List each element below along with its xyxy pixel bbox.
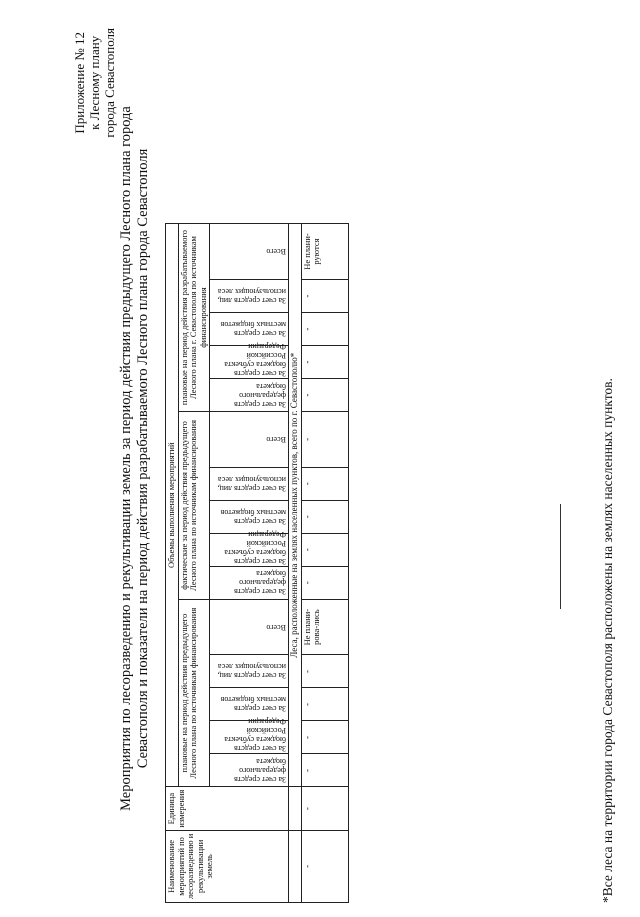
- header-planned-new: плановые на период действия разрабатываемого Лесного плана г. Севастополя по источникам финансирования: [178, 224, 210, 412]
- cell-not-planned: Не плани-руются: [301, 233, 321, 270]
- document-title: [118, 40, 152, 877]
- measures-table: [165, 223, 349, 903]
- cell-unit: -: [301, 807, 312, 811]
- cell-value: -: [301, 294, 312, 298]
- appendix-city: города Севастополя: [102, 28, 117, 138]
- header-name: Наименование мероприятий по лесоразведению и рекультивации земель: [166, 830, 289, 902]
- cell-name: -: [301, 864, 312, 868]
- src-subject: За счет средств бюджета субъекта Российской Федерации: [224, 717, 286, 754]
- src-users: За счет средств лиц, использующих леса: [217, 662, 286, 681]
- src-subject: За счет средств бюджета субъекта Российской Федерации: [224, 529, 286, 566]
- cell-value: -: [301, 360, 312, 364]
- header-planned-prev: плановые на период действия предыдущего Лесного плана по источникам финансирования: [178, 599, 210, 787]
- cell-value: -: [301, 702, 312, 706]
- cell-value: -: [301, 768, 312, 772]
- src-federal: За счет средств федерального бюджета: [234, 756, 286, 784]
- cell-value: -: [301, 669, 312, 673]
- section-row: Леса, расположенные на землях населенных пунктов, всего по г. Севастополю*: [289, 224, 302, 787]
- appendix-doc: к Лесному плану: [87, 35, 102, 130]
- cell-value: -: [301, 548, 312, 552]
- cell-value: -: [301, 437, 312, 441]
- cell-value: -: [301, 581, 312, 585]
- src-total: Всего: [266, 622, 286, 632]
- src-federal: За счет средств федерального бюджета: [234, 569, 286, 597]
- cell-value: -: [301, 327, 312, 331]
- header-unit: Единица измерения: [166, 787, 289, 830]
- title-line-1: Мероприятия по лесоразведению и рекультивации земель за период действия предыдущего Лесного плана города: [118, 106, 134, 811]
- cell-value: -: [301, 393, 312, 397]
- cell-not-planned: Не плани-рова-лись: [301, 608, 321, 646]
- cell-value: -: [301, 735, 312, 739]
- footnote: *Все леса на территории города Севастополя расположены на землях населенных пунктов.: [600, 378, 615, 903]
- cell-value: -: [301, 515, 312, 519]
- table-row: [301, 224, 348, 903]
- src-users: За счет средств лиц, использующих леса: [217, 474, 286, 493]
- appendix-number: Приложение № 12: [72, 31, 87, 134]
- title-line-2: Севастополя и показатели на период действия разрабатываемого Лесного плана города Севастополя: [135, 148, 151, 769]
- src-local: За счет средств местных бюджетов: [220, 695, 286, 714]
- src-total: Всего: [266, 247, 286, 257]
- src-total: Всего: [266, 434, 286, 444]
- src-local: За счет средств местных бюджетов: [220, 507, 286, 526]
- cell-value: -: [301, 482, 312, 486]
- header-actual-prev: фактические за период действия предыдущего Лесного плана по источникам финансирования: [178, 412, 210, 600]
- separator-line: [560, 504, 561, 609]
- src-federal: За счет средств федерального бюджета: [234, 381, 286, 409]
- appendix-header: [72, 28, 117, 138]
- src-local: За счет средств местных бюджетов: [220, 320, 286, 339]
- src-users: За счет средств лиц, использующих леса: [217, 287, 286, 306]
- header-volumes: Объемы выполнения мероприятий: [166, 224, 179, 787]
- src-subject: За счет средств бюджета субъекта Российской Федерации: [224, 342, 286, 379]
